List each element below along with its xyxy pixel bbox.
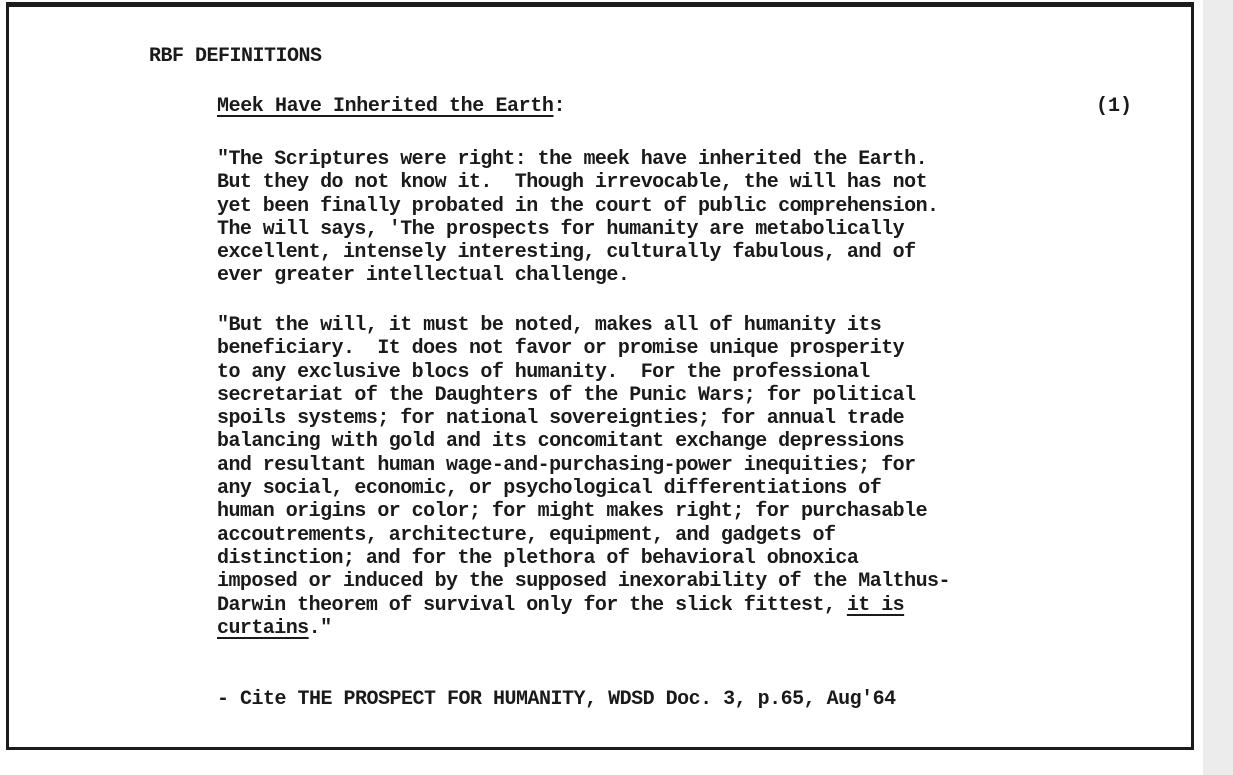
quote-line: excellent, intensely interesting, culturally fabulous, and of <box>217 241 916 265</box>
underlined-phrase: it is <box>846 593 905 617</box>
quote-line: spoils systems; for national sovereignties; for annual trade <box>217 407 905 431</box>
quote-line: ever greater intellectual challenge. <box>217 264 630 288</box>
page-edge <box>1203 0 1233 775</box>
quote-line: human origins or color; for might makes right; for purchasable <box>217 500 928 524</box>
quote-line: "The Scriptures were right: the meek have inherited the Earth. <box>217 148 928 171</box>
quote-paragraph-2 <box>217 314 950 640</box>
quote-line: imposed or induced by the supposed inexorability of the Malthus- <box>217 570 950 594</box>
entry-title <box>217 95 565 118</box>
entry-title-colon: : <box>553 95 566 118</box>
quote-line: yet been finally probated in the court of public comprehension. <box>217 194 939 218</box>
quote-line: any social, economic, or psychological differentiations of <box>217 477 882 501</box>
quote-line: "But the will, it must be noted, makes all of humanity its <box>217 314 882 337</box>
entry-title-text: Meek Have Inherited the Earth <box>217 95 554 118</box>
quote-line: to any exclusive blocs of humanity. For the professional <box>217 360 870 384</box>
quote-line: balancing with gold and its concomitant exchange depressions <box>217 430 905 454</box>
quote-line-text: Darwin theorem of survival only for the slick fittest, <box>217 593 847 617</box>
quote-line: accoutrements, architecture, equipment, and gadgets of <box>217 523 836 547</box>
quote-paragraph-1 <box>217 148 938 288</box>
quote-line: beneficiary. It does not favor or promise unique prosperity <box>217 337 905 361</box>
quote-line: The will says, 'The prospects for humanity are metabolically <box>217 217 905 241</box>
citation: - Cite THE PROSPECT FOR HUMANITY, WDSD Doc. 3, p.65, Aug'64 <box>217 688 896 711</box>
definition-card <box>6 2 1194 750</box>
quote-line <box>217 594 950 617</box>
quote-line: distinction; and for the plethora of behavioral obnoxica <box>217 546 859 570</box>
quote-closing: ." <box>308 616 332 640</box>
underlined-phrase: curtains <box>217 616 309 640</box>
quote-line: secretariat of the Daughters of the Punic Wars; for political <box>217 383 916 407</box>
entry-number: (1) <box>1096 95 1133 118</box>
section-header: RBF DEFINITIONS <box>149 45 322 68</box>
quote-line: and resultant human wage-and-purchasing-power inequities; for <box>217 453 916 477</box>
quote-line <box>217 617 950 640</box>
quote-line: But they do not know it. Though irrevocable, the will has not <box>217 171 928 195</box>
